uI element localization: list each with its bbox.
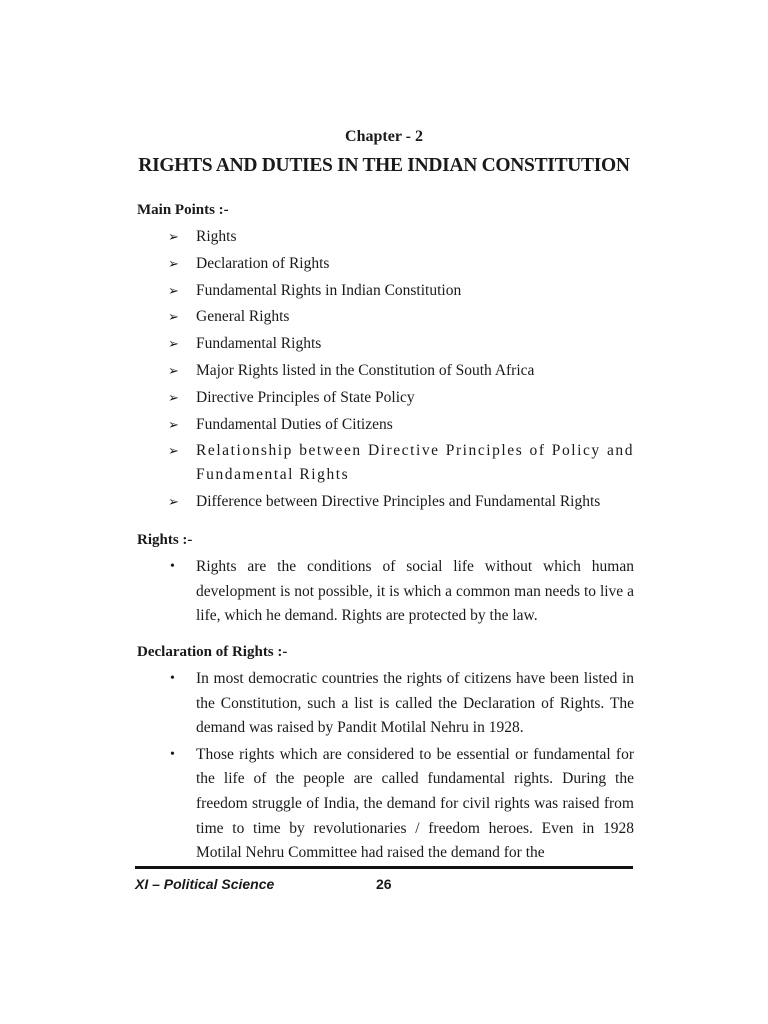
list-item: ➢ Fundamental Duties of Citizens <box>168 413 634 437</box>
list-item: ➢ Declaration of Rights <box>168 252 634 276</box>
list-item: ➢ Relationship between Directive Principles of Policy and Fundamental Rights <box>168 439 634 487</box>
arrow-bullet-icon: ➢ <box>168 309 179 325</box>
list-item <box>168 667 634 741</box>
rights-heading: Rights :- <box>137 532 193 548</box>
paragraph-text: Those rights which are considered to be essential or fundamental for the life of the people are called fundamental rights. During the freedom struggle of India, the demand for civil rights was raised from time to time by revolutionaries / freedom heroes. Even in 1928 Motilal Nehru Committee had raised the demand for the <box>196 745 634 862</box>
footer-divider <box>135 866 633 869</box>
arrow-bullet-icon: ➢ <box>168 255 179 271</box>
arrow-bullet-icon: ➢ <box>168 362 179 378</box>
declaration-heading: Declaration of Rights :- <box>137 644 288 660</box>
arrow-bullet-icon: ➢ <box>168 494 179 510</box>
bullet-icon: • <box>170 559 175 574</box>
paragraph-text: In most democratic countries the rights of citizens have been listed in the Constitution, such a list is called the Declaration of Rights. The demand was raised by Pandit Motilal Nehru in 1928. <box>196 670 634 737</box>
arrow-bullet-icon: ➢ <box>168 389 179 405</box>
bullet-icon: • <box>170 671 175 686</box>
arrow-bullet-icon: ➢ <box>168 282 179 298</box>
chapter-label: Chapter - 2 <box>345 128 423 145</box>
arrow-bullet-icon: ➢ <box>168 416 179 432</box>
list-item: ➢ Rights <box>168 225 634 249</box>
list-item <box>168 555 634 629</box>
paragraph-text: Rights are the conditions of social life without which human development is not possible, it is which a common man needs to live a life, which he demand. Rights are protected by the law. <box>196 558 634 625</box>
arrow-bullet-icon: ➢ <box>168 443 179 459</box>
list-item: ➢ Fundamental Rights <box>168 332 634 356</box>
main-points-list <box>168 225 634 517</box>
list-item: ➢ Fundamental Rights in Indian Constitution <box>168 279 634 303</box>
list-item <box>168 743 634 866</box>
bullet-icon: • <box>170 746 175 762</box>
list-item: ➢ Major Rights listed in the Constitution of South Africa <box>168 359 634 383</box>
arrow-bullet-icon: ➢ <box>168 229 179 244</box>
list-item: ➢ Directive Principles of State Policy <box>168 386 634 410</box>
main-points-heading: Main Points :- <box>137 202 229 218</box>
list-item: ➢ General Rights <box>168 305 634 329</box>
arrow-bullet-icon: ➢ <box>168 336 179 352</box>
footer-book-label: XI – Political Science <box>135 876 275 892</box>
list-item: ➢ Difference between Directive Principles and Fundamental Rights <box>168 490 634 514</box>
page-number: 26 <box>376 876 392 892</box>
declaration-list <box>168 667 634 868</box>
rights-list <box>168 555 634 631</box>
chapter-title: RIGHTS AND DUTIES IN THE INDIAN CONSTITUTION <box>138 155 630 176</box>
